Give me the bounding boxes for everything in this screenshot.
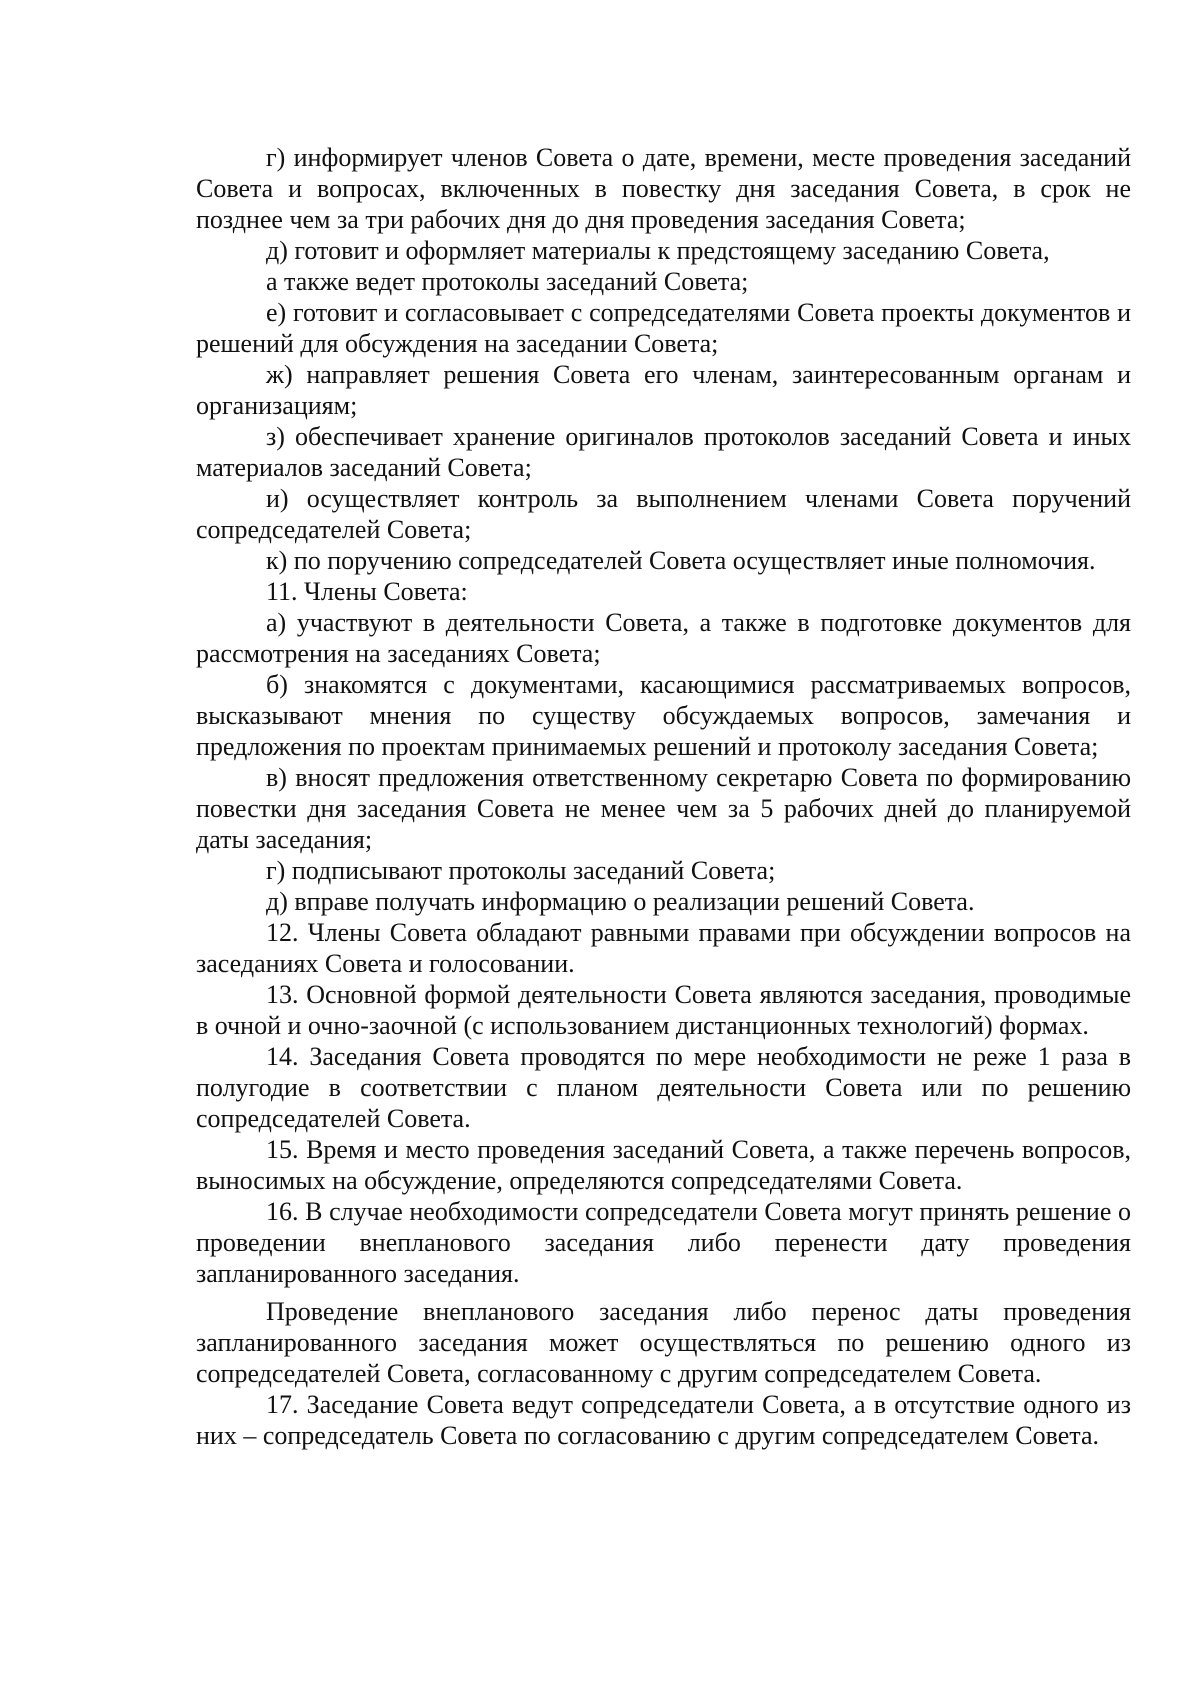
paragraph-10d-continued: а также ведет протоколы заседаний Совета; bbox=[266, 267, 749, 296]
section-17: 17. Заседание Совета ведут сопредседатели Совета, а в отсутствие одного из них – сопредседатель Совета по согласованию с другим сопредседателем Совета. bbox=[196, 1390, 1131, 1450]
paragraph-10k: к) по поручению сопредседателей Совета осуществляет иные полномочия. bbox=[266, 546, 1096, 575]
paragraph-11g: г) подписывают протоколы заседаний Совета; bbox=[266, 856, 776, 885]
section-12: 12. Члены Совета обладают равными правами при обсуждении вопросов на заседаниях Совета и голосовании. bbox=[196, 918, 1131, 978]
section-16-continued: Проведение внепланового заседания либо перенос даты проведения запланированного заседания может осуществляться по решению одного из сопредседателей Совета, согласованному с другим сопредседателем Совета. bbox=[196, 1297, 1131, 1388]
document-body bbox=[196, 142, 1131, 1451]
paragraph-11a: а) участвуют в деятельности Совета, а также в подготовке документов для рассмотрения на заседаниях Совета; bbox=[196, 608, 1131, 668]
section-16: 16. В случае необходимости сопредседатели Совета могут принять решение о проведении внепланового заседания либо перенести дату проведения запланированного заседания. bbox=[196, 1197, 1131, 1288]
paragraph-10z: з) обеспечивает хранение оригиналов протоколов заседаний Совета и иных материалов заседаний Совета; bbox=[196, 422, 1131, 482]
paragraph-10g: г) информирует членов Совета о дате, времени, месте проведения заседаний Совета и вопросах, включенных в повестку дня заседания Совета, в срок не позднее чем за три рабочих дня до дня проведения заседания Совета; bbox=[196, 143, 1131, 234]
section-14: 14. Заседания Совета проводятся по мере необходимости не реже 1 раза в полугодие в соответствии с планом деятельности Совета или по решению сопредседателей Совета. bbox=[196, 1042, 1131, 1133]
paragraph-10i: и) осуществляет контроль за выполнением членами Совета поручений сопредседателей Совета; bbox=[196, 484, 1131, 544]
section-11-heading: 11. Члены Совета: bbox=[266, 577, 468, 606]
paragraph-10zh: ж) направляет решения Совета его членам, заинтересованным органам и организациям; bbox=[196, 360, 1131, 420]
section-13: 13. Основной формой деятельности Совета являются заседания, проводимые в очной и очно-заочной (с использованием дистанционных технологий) формах. bbox=[196, 980, 1131, 1040]
paragraph-10d: д) готовит и оформляет материалы к предстоящему заседанию Совета, bbox=[266, 236, 1050, 265]
paragraph-10e: е) готовит и согласовывает с сопредседателями Совета проекты документов и решений для обсуждения на заседании Совета; bbox=[196, 298, 1131, 358]
paragraph-11b: б) знакомятся с документами, касающимися рассматриваемых вопросов, высказывают мнения по существу обсуждаемых вопросов, замечания и предложения по проектам принимаемых решений и протоколу заседания Совета; bbox=[196, 670, 1131, 761]
section-15: 15. Время и место проведения заседаний Совета, а также перечень вопросов, выносимых на обсуждение, определяются сопредседателями Совета. bbox=[196, 1135, 1131, 1195]
paragraph-11v: в) вносят предложения ответственному секретарю Совета по формированию повестки дня заседания Совета не менее чем за 5 рабочих дней до планируемой даты заседания; bbox=[196, 763, 1131, 854]
paragraph-11d: д) вправе получать информацию о реализации решений Совета. bbox=[266, 887, 975, 916]
